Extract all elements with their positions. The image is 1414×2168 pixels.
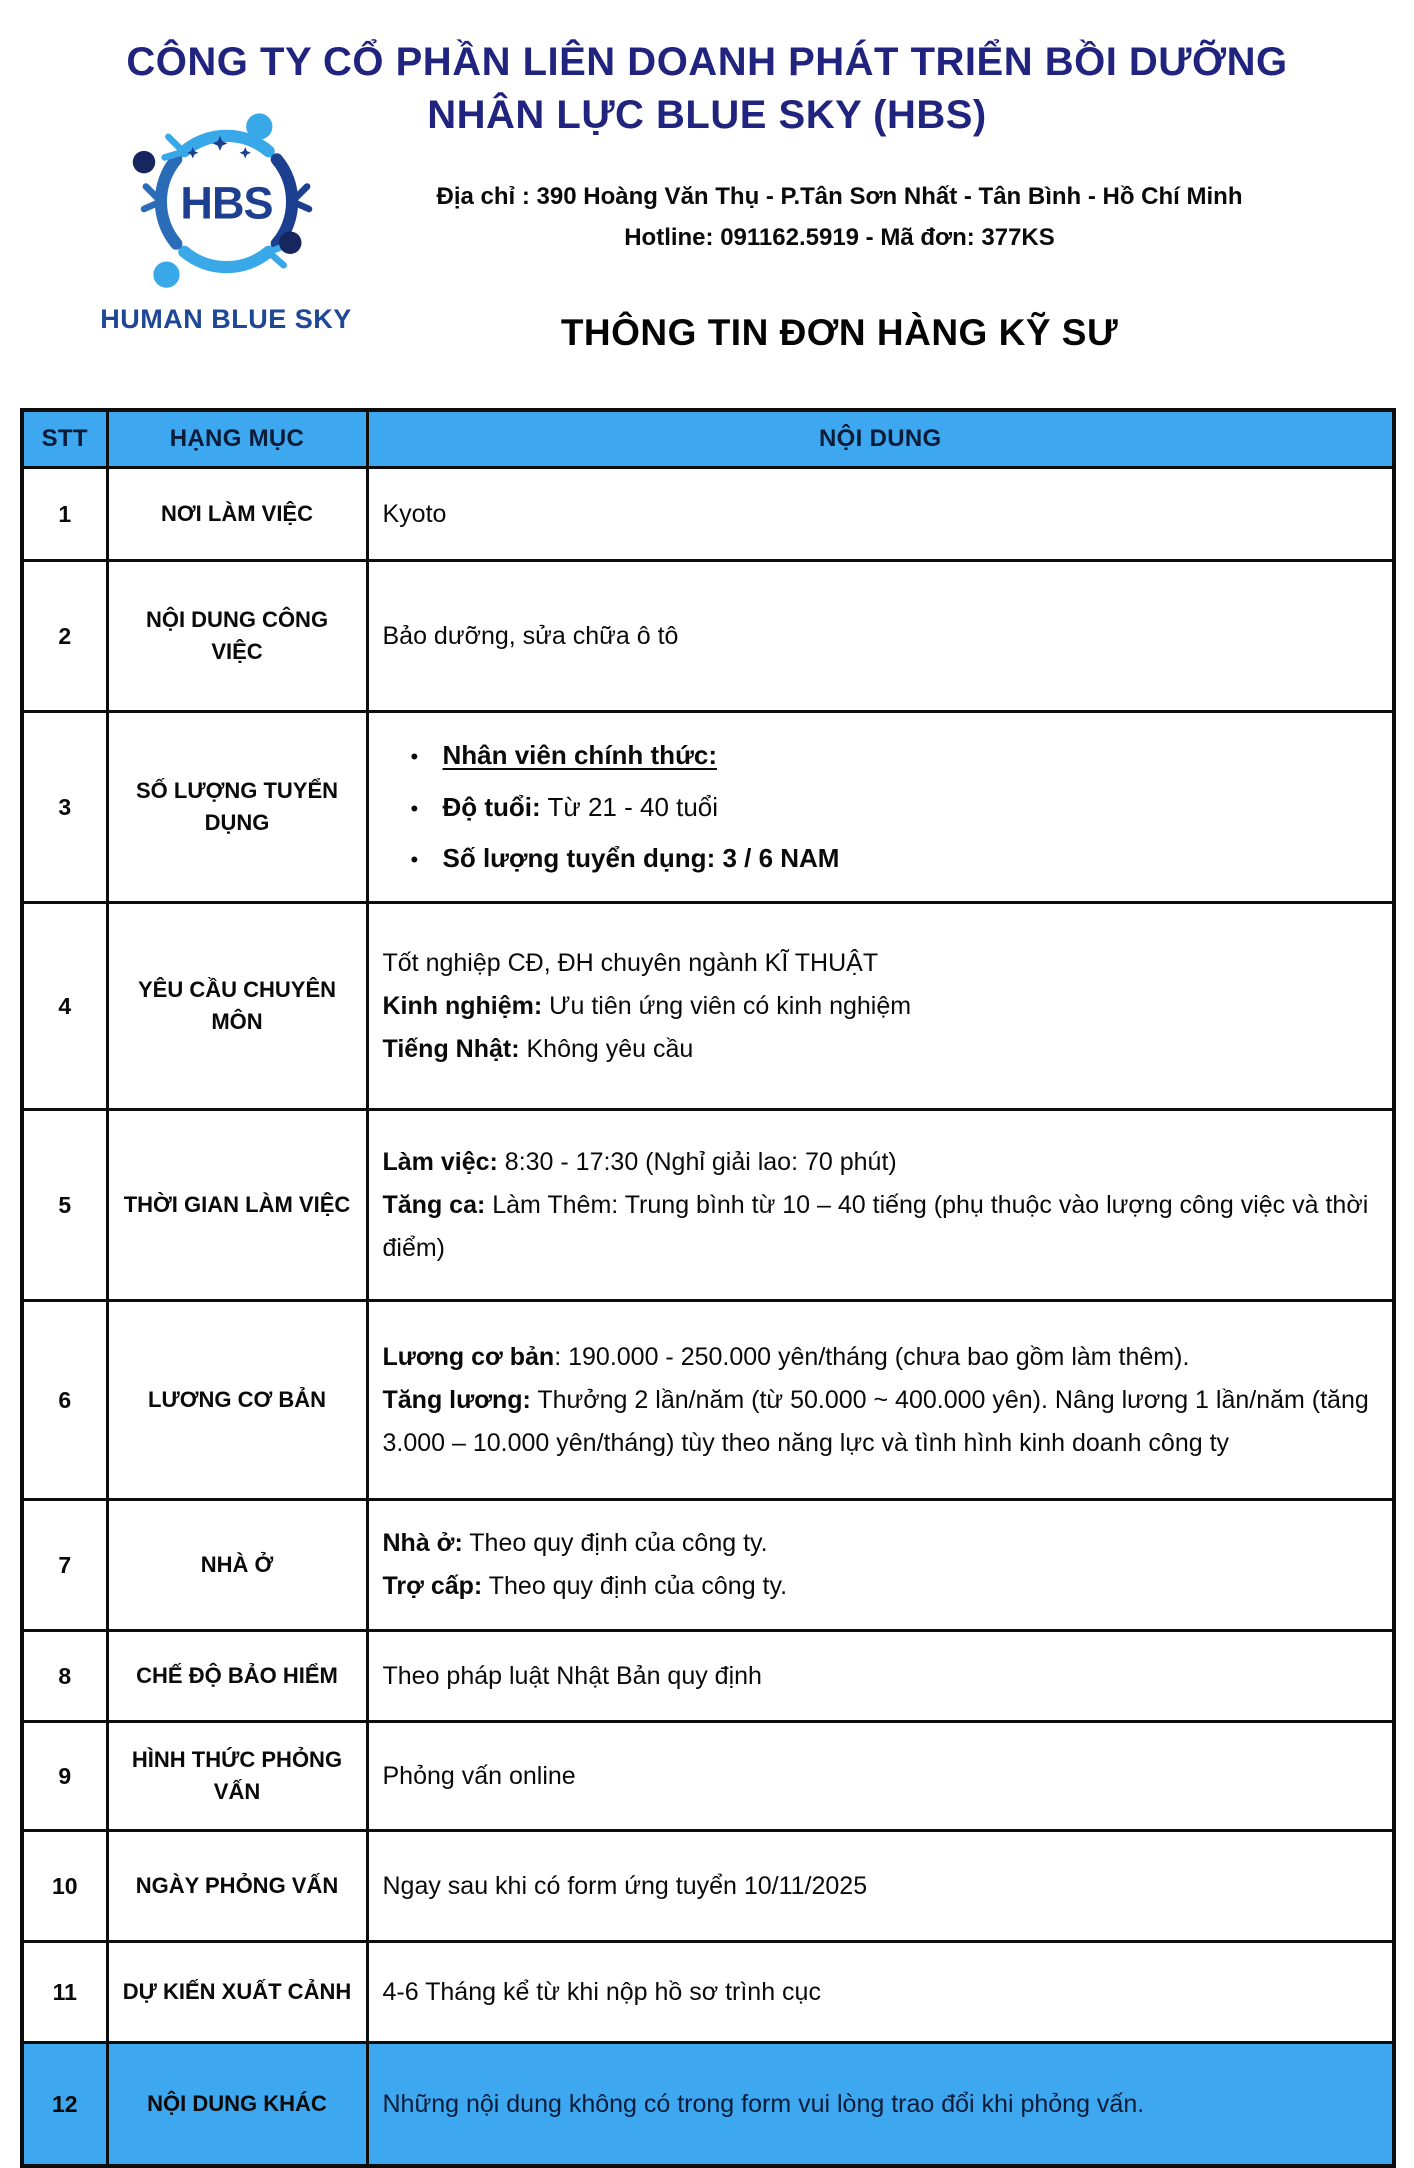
content-line: Nhà ở: Theo quy định của công ty. [382, 1529, 768, 1557]
content-line: Tiếng Nhật: Không yêu cầu [382, 1034, 694, 1063]
table-row [22, 561, 1394, 712]
column-header-content: NỘI DUNG [367, 410, 1394, 468]
document-title: THÔNG TIN ĐƠN HÀNG KỸ SƯ [560, 312, 1119, 353]
table-row [22, 468, 1394, 561]
company-hotline: Hotline: 091162.5919 - Mã đơn: 377KS [624, 224, 1055, 251]
content-line: Những nội dung không có trong form vui lòng trao đổi khi phỏng vấn. [382, 2089, 1145, 2118]
content-line: Làm việc: 8:30 - 17:30 (Nghỉ giải lao: 70 phút) [382, 1147, 897, 1176]
row-category: NƠI LÀM VIỆC [107, 468, 367, 561]
row-content [367, 903, 1394, 1110]
row-category: NGÀY PHỎNG VẤN [107, 1831, 367, 1942]
row-category: NỘI DUNG CÔNG VIỆC [107, 561, 367, 712]
logo-star-right [239, 147, 250, 158]
logo-caption: HUMAN BLUE SKY [100, 304, 352, 334]
column-header-stt: STT [22, 410, 107, 468]
row-category: CHẾ ĐỘ BẢO HIỂM [107, 1631, 367, 1722]
content-bullet-line: • Độ tuổi: Từ 21 - 40 tuổi [383, 785, 1377, 830]
content-bullet-line: • Nhân viên chính thức: [383, 733, 1377, 778]
row-content [367, 1942, 1394, 2043]
content-line: Kyoto [382, 499, 447, 528]
bullet-icon: • [410, 795, 419, 821]
row-number: 7 [22, 1500, 107, 1631]
row-number: 12 [22, 2043, 107, 2167]
content-bullet-line: • Số lượng tuyển dụng: 3 / 6 NAM [383, 836, 1377, 881]
row-content [367, 1722, 1394, 1831]
row-category: DỰ KIẾN XUẤT CẢNH [107, 1942, 367, 2043]
row-number: 9 [22, 1722, 107, 1831]
logo-monogram: HBS [179, 177, 273, 229]
content-line: Ngay sau khi có form ứng tuyển 10/11/2025 [382, 1871, 868, 1900]
row-number: 4 [22, 903, 107, 1110]
table-row [22, 1110, 1394, 1301]
table-row [22, 2043, 1394, 2167]
row-category: YÊU CẦU CHUYÊN MÔN [107, 903, 367, 1110]
logo-head-bottom-left [153, 262, 179, 288]
order-info-table [20, 408, 1396, 2168]
row-category: NHÀ Ở [107, 1500, 367, 1631]
row-category: SỐ LƯỢNG TUYỂN DỤNG [107, 712, 367, 903]
table-body [22, 468, 1394, 2167]
logo-head-bottom-right [279, 232, 302, 255]
row-content [367, 1831, 1394, 1942]
row-content [367, 561, 1394, 712]
row-content [367, 1110, 1394, 1301]
logo-head-top-right [246, 113, 272, 139]
row-number: 11 [22, 1942, 107, 2043]
row-content [367, 468, 1394, 561]
row-content [367, 712, 1394, 903]
table-row [22, 1942, 1394, 2043]
row-number: 1 [22, 468, 107, 561]
content-line: Tốt nghiệp CĐ, ĐH chuyên ngành KĨ THUẬT [382, 948, 879, 977]
row-number: 8 [22, 1631, 107, 1722]
table-row [22, 712, 1394, 903]
column-header-category: HẠNG MỤC [107, 410, 367, 468]
row-category: THỜI GIAN LÀM VIỆC [107, 1110, 367, 1301]
table-row [22, 1831, 1394, 1942]
row-content [367, 1301, 1394, 1500]
table-row [22, 1631, 1394, 1722]
table-header-row [22, 410, 1394, 468]
content-line: Phỏng vấn online [382, 1761, 576, 1790]
company-name-line2: NHÂN LỰC BLUE SKY (HBS) [427, 93, 987, 137]
row-number: 2 [22, 561, 107, 712]
logo-head-top-left [132, 151, 155, 174]
content-line: Trợ cấp: Theo quy định của công ty. [382, 1572, 788, 1600]
company-address: Địa chỉ : 390 Hoàng Văn Thụ - P.Tân Sơn Nhất - Tân Bình - Hồ Chí Minh [436, 183, 1243, 210]
row-number: 3 [22, 712, 107, 903]
row-number: 10 [22, 1831, 107, 1942]
company-logo [95, 104, 357, 335]
content-line: 4-6 Tháng kể từ khi nộp hồ sơ trình cục [382, 1977, 821, 2006]
row-category: HÌNH THỨC PHỎNG VẤN [107, 1722, 367, 1831]
bullet-icon: • [410, 743, 419, 769]
table-row [22, 1500, 1394, 1631]
content-line: Kinh nghiệm: Ưu tiên ứng viên có kinh nghiệm [382, 991, 912, 1020]
row-number: 6 [22, 1301, 107, 1500]
content-line: Tăng lương: Thưởng 2 lần/năm (từ 50.000 ~ 400.000 yên). Nâng lương 1 lần/năm (tăng 3.000 – 10.000 yên/tháng) tùy theo năng lực và tình hình kinh doanh công ty [382, 1385, 1369, 1457]
document-header [0, 0, 1414, 408]
content-line: Tăng ca: Làm Thêm: Trung bình từ 10 – 40 tiếng (phụ thuộc vào lượng công việc và thời điểm) [382, 1190, 1369, 1262]
content-line: Bảo dưỡng, sửa chữa ô tô [382, 621, 679, 650]
row-category: NỘI DUNG KHÁC [107, 2043, 367, 2167]
content-line: Lương cơ bản: 190.000 - 250.000 yên/tháng (chưa bao gồm làm thêm). [382, 1342, 1190, 1371]
bullet-icon: • [410, 847, 419, 873]
table-row [22, 1301, 1394, 1500]
company-info [320, 183, 1359, 252]
company-name-line1: CÔNG TY CỔ PHẦN LIÊN DOANH PHÁT TRIỂN BỒI DƯỠNG [126, 40, 1288, 84]
hbs-logo-icon [114, 104, 339, 299]
row-number: 5 [22, 1110, 107, 1301]
row-content [367, 2043, 1394, 2167]
table-row [22, 903, 1394, 1110]
table-row [22, 1722, 1394, 1831]
content-line: Theo pháp luật Nhật Bản quy định [382, 1661, 762, 1690]
row-content [367, 1500, 1394, 1631]
row-category: LƯƠNG CƠ BẢN [107, 1301, 367, 1500]
row-content [367, 1631, 1394, 1722]
